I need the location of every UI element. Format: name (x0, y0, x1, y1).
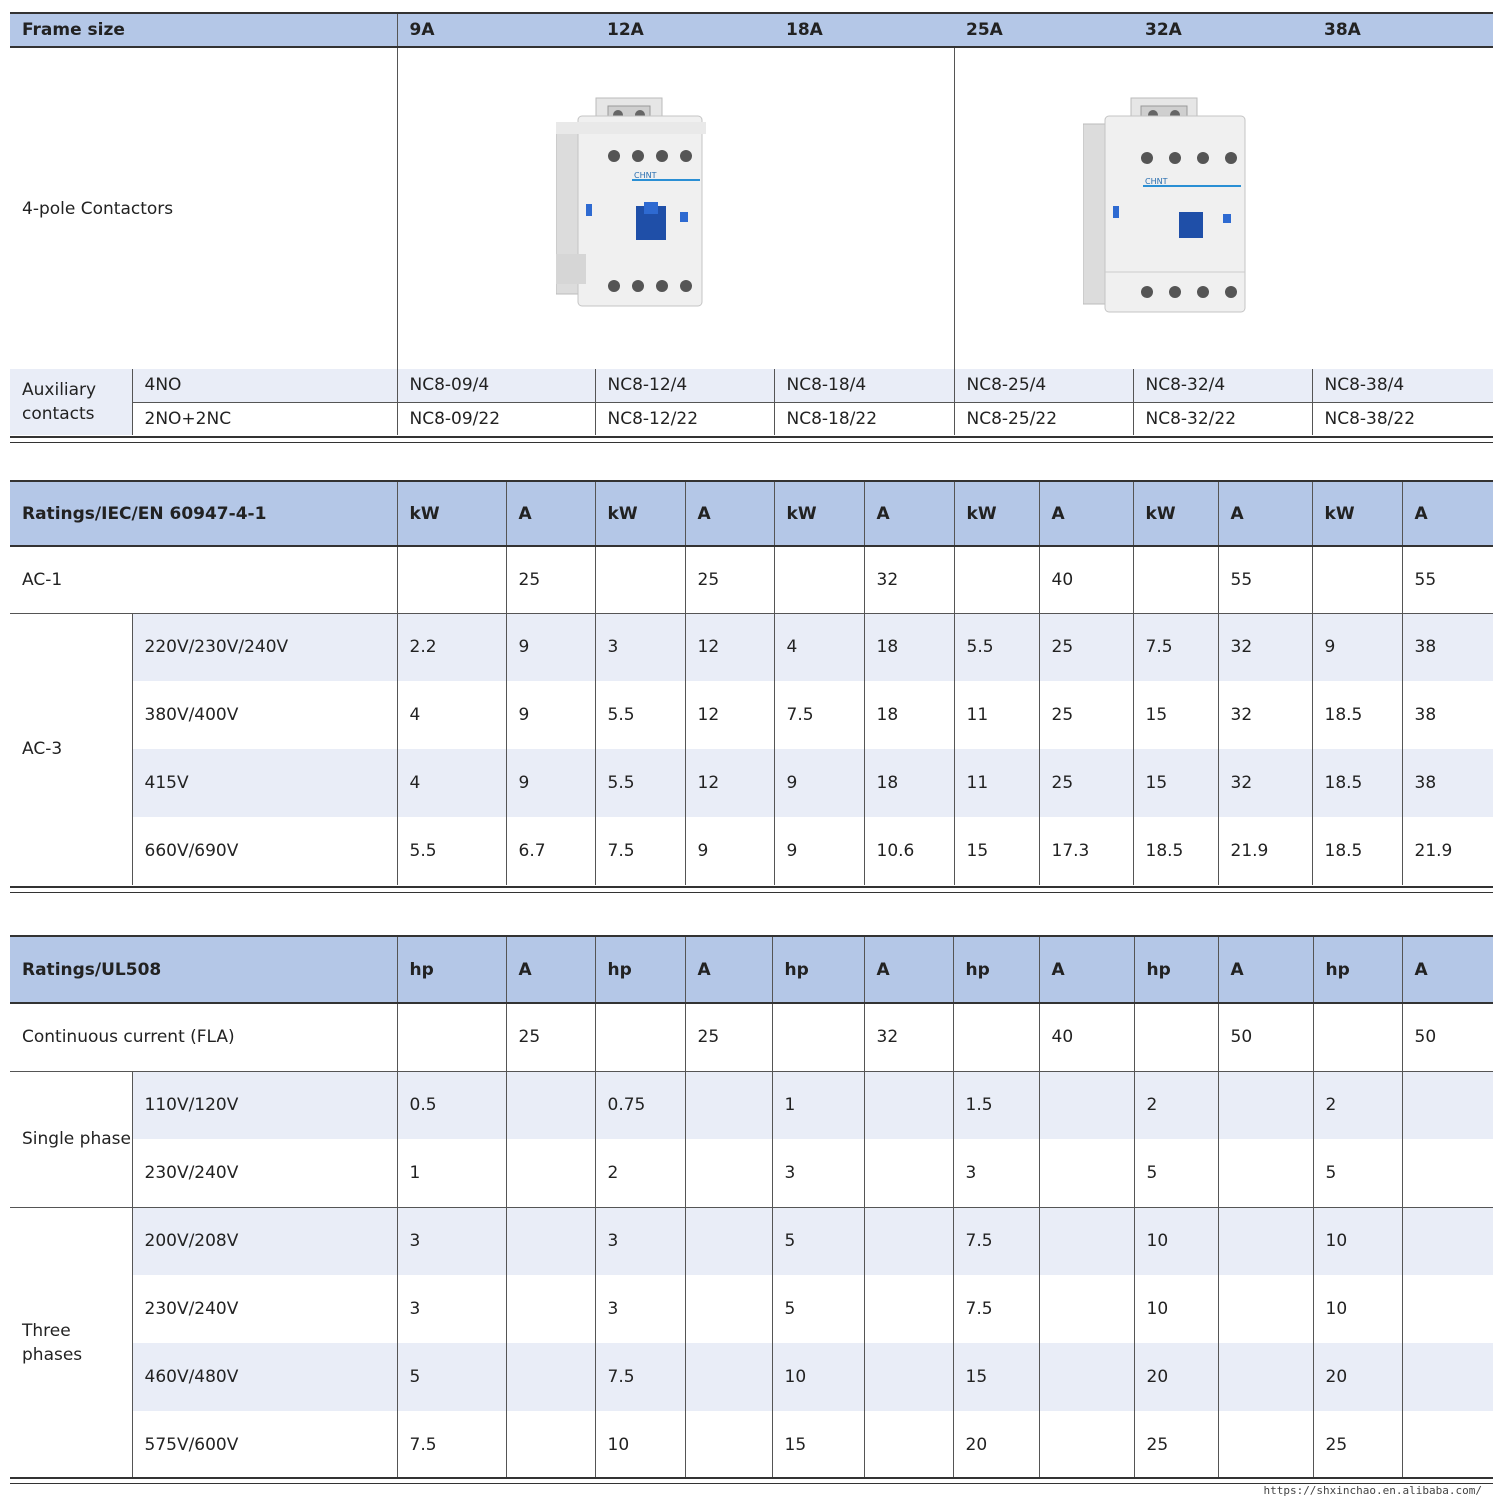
model-cell: NC8-32/22 (1133, 402, 1312, 435)
value-cell: 7.5 (595, 817, 685, 885)
value-cell: 32 (864, 1003, 953, 1071)
unit-header: kW (397, 482, 506, 546)
voltage-label: 415V (132, 749, 397, 817)
value-cell (953, 1003, 1039, 1071)
iec-ratings-table (10, 482, 1493, 885)
value-cell: 25 (1134, 1411, 1218, 1479)
unit-header: A (1218, 937, 1313, 1003)
unit-header: hp (772, 937, 864, 1003)
value-cell (954, 546, 1039, 613)
value-cell: 9 (774, 749, 864, 817)
single-phase-label: Single phase (10, 1071, 132, 1207)
value-cell: 32 (864, 546, 954, 613)
contactor-large-brand: CHNT (1144, 177, 1167, 186)
value-cell: 4 (397, 749, 506, 817)
value-cell: 21.9 (1218, 817, 1312, 885)
value-cell (397, 546, 506, 613)
value-cell: 7.5 (397, 1411, 506, 1479)
value-cell: 38 (1402, 613, 1493, 681)
value-cell (685, 1071, 772, 1139)
value-cell: 5.5 (954, 613, 1039, 681)
value-cell: 10 (1134, 1207, 1218, 1275)
frame-size-table (10, 14, 1493, 435)
value-cell: 38 (1402, 749, 1493, 817)
value-cell: 7.5 (953, 1275, 1039, 1343)
frame-size-38a: 38A (1312, 14, 1493, 47)
value-cell: 15 (1133, 749, 1218, 817)
value-cell: 0.5 (397, 1071, 506, 1139)
value-cell: 7.5 (595, 1343, 685, 1411)
value-cell: 5.5 (397, 817, 506, 885)
value-cell: 10 (595, 1411, 685, 1479)
value-cell: 4 (397, 681, 506, 749)
value-cell: 38 (1402, 681, 1493, 749)
value-cell: 20 (1313, 1343, 1402, 1411)
unit-header: A (685, 937, 772, 1003)
unit-header: kW (595, 482, 685, 546)
model-cell: NC8-25/4 (954, 369, 1133, 402)
value-cell (1039, 1139, 1134, 1207)
value-cell (595, 1003, 685, 1071)
value-cell: 2 (1313, 1071, 1402, 1139)
unit-header: kW (774, 482, 864, 546)
value-cell (864, 1139, 953, 1207)
value-cell (1402, 1071, 1493, 1139)
value-cell: 25 (506, 546, 595, 613)
value-cell (864, 1275, 953, 1343)
frame-size-32a: 32A (1133, 14, 1312, 47)
value-cell: 15 (772, 1411, 864, 1479)
value-cell: 3 (397, 1275, 506, 1343)
model-cell: NC8-38/4 (1312, 369, 1493, 402)
unit-header: hp (953, 937, 1039, 1003)
value-cell (685, 1275, 772, 1343)
unit-header: A (1039, 937, 1134, 1003)
iec-ratings-label: Ratings/IEC/EN 60947-4-1 (10, 482, 397, 546)
value-cell: 25 (1313, 1411, 1402, 1479)
value-cell: 15 (1133, 681, 1218, 749)
value-cell: 11 (954, 681, 1039, 749)
value-cell (506, 1139, 595, 1207)
value-cell: 9 (506, 749, 595, 817)
value-cell (1402, 1411, 1493, 1479)
value-cell (1218, 1411, 1313, 1479)
value-cell: 5.5 (595, 681, 685, 749)
value-cell: 25 (685, 546, 774, 613)
value-cell: 12 (685, 681, 774, 749)
voltage-label: 660V/690V (132, 817, 397, 885)
value-cell: 32 (1218, 749, 1312, 817)
value-cell: 3 (595, 613, 685, 681)
value-cell (1218, 1207, 1313, 1275)
value-cell: 9 (1312, 613, 1402, 681)
value-cell (772, 1003, 864, 1071)
model-cell: NC8-18/4 (774, 369, 954, 402)
value-cell (1039, 1411, 1134, 1479)
contactor-small-image (556, 94, 736, 324)
value-cell (1134, 1003, 1218, 1071)
unit-header: hp (1313, 937, 1402, 1003)
voltage-label: 220V/230V/240V (132, 613, 397, 681)
value-cell: 5.5 (595, 749, 685, 817)
value-cell: 25 (506, 1003, 595, 1071)
value-cell: 21.9 (1402, 817, 1493, 885)
value-cell (1133, 546, 1218, 613)
value-cell (506, 1275, 595, 1343)
contactor-large-cell (954, 47, 1493, 369)
value-cell (864, 1343, 953, 1411)
contactor-large-image (1083, 94, 1273, 334)
unit-header: kW (1312, 482, 1402, 546)
value-cell: 7.5 (953, 1207, 1039, 1275)
contactor-small-cell (397, 47, 954, 369)
value-cell: 40 (1039, 1003, 1134, 1071)
voltage-label: 575V/600V (132, 1411, 397, 1479)
value-cell: 10 (1134, 1275, 1218, 1343)
value-cell: 55 (1218, 546, 1312, 613)
model-cell: NC8-09/4 (397, 369, 595, 402)
value-cell: 25 (1039, 681, 1133, 749)
unit-header: A (864, 937, 953, 1003)
frame-size-18a: 18A (774, 14, 954, 47)
fla-label: Continuous current (FLA) (22, 1027, 235, 1048)
value-cell (1218, 1071, 1313, 1139)
value-cell (1039, 1275, 1134, 1343)
value-cell (506, 1071, 595, 1139)
value-cell: 18.5 (1312, 749, 1402, 817)
value-cell (685, 1139, 772, 1207)
value-cell (1312, 546, 1402, 613)
unit-header: A (685, 482, 774, 546)
value-cell (1039, 1343, 1134, 1411)
value-cell (1402, 1275, 1493, 1343)
voltage-label: 230V/240V (132, 1275, 397, 1343)
contactor-small-brand: CHNT (633, 171, 656, 180)
three-phases-label: Three phases (10, 1207, 132, 1479)
value-cell: 15 (953, 1343, 1039, 1411)
value-cell: 20 (1134, 1343, 1218, 1411)
value-cell: 0.75 (595, 1071, 685, 1139)
value-cell: 9 (774, 817, 864, 885)
value-cell (506, 1207, 595, 1275)
value-cell: 25 (685, 1003, 772, 1071)
value-cell (1218, 1139, 1313, 1207)
value-cell: 5 (772, 1275, 864, 1343)
value-cell: 3 (397, 1207, 506, 1275)
value-cell: 11 (954, 749, 1039, 817)
value-cell (1039, 1207, 1134, 1275)
aux-contacts-label: Auxiliary contacts (10, 369, 132, 435)
value-cell (1313, 1003, 1402, 1071)
value-cell: 1.5 (953, 1071, 1039, 1139)
value-cell: 18.5 (1312, 681, 1402, 749)
value-cell: 20 (953, 1411, 1039, 1479)
value-cell (685, 1411, 772, 1479)
value-cell: 10.6 (864, 817, 954, 885)
unit-header: A (864, 482, 954, 546)
value-cell: 2 (1134, 1071, 1218, 1139)
value-cell: 9 (685, 817, 774, 885)
value-cell (1218, 1343, 1313, 1411)
unit-header: kW (954, 482, 1039, 546)
model-cell: NC8-25/22 (954, 402, 1133, 435)
voltage-label: 460V/480V (132, 1343, 397, 1411)
value-cell: 18 (864, 749, 954, 817)
value-cell (1039, 1071, 1134, 1139)
unit-header: hp (1134, 937, 1218, 1003)
unit-header: A (1402, 937, 1493, 1003)
value-cell: 18.5 (1312, 817, 1402, 885)
model-cell: NC8-12/22 (595, 402, 774, 435)
unit-header: kW (1133, 482, 1218, 546)
unit-header: A (1039, 482, 1133, 546)
value-cell: 18 (864, 613, 954, 681)
voltage-label: 200V/208V (132, 1207, 397, 1275)
value-cell: 18 (864, 681, 954, 749)
voltage-label: 380V/400V (132, 681, 397, 749)
value-cell: 9 (506, 613, 595, 681)
unit-header: A (1402, 482, 1493, 546)
value-cell: 18.5 (1133, 817, 1218, 885)
value-cell: 12 (685, 749, 774, 817)
value-cell: 2 (595, 1139, 685, 1207)
aux-4no-label: 4NO (132, 369, 397, 402)
value-cell: 10 (772, 1343, 864, 1411)
value-cell: 3 (772, 1139, 864, 1207)
unit-header: A (506, 482, 595, 546)
value-cell: 17.3 (1039, 817, 1133, 885)
ac3-label: AC-3 (10, 613, 132, 885)
ul-ratings-label: Ratings/UL508 (10, 937, 397, 1003)
model-cell: NC8-32/4 (1133, 369, 1312, 402)
value-cell: 12 (685, 613, 774, 681)
model-cell: NC8-18/22 (774, 402, 954, 435)
value-cell: 3 (595, 1207, 685, 1275)
value-cell: 15 (954, 817, 1039, 885)
value-cell (506, 1411, 595, 1479)
value-cell (864, 1071, 953, 1139)
value-cell (685, 1343, 772, 1411)
value-cell: 32 (1218, 681, 1312, 749)
value-cell: 7.5 (774, 681, 864, 749)
product-label: 4-pole Contactors (22, 198, 174, 219)
value-cell (685, 1207, 772, 1275)
aux-2no2nc-label: 2NO+2NC (132, 402, 397, 435)
value-cell: 5 (1313, 1139, 1402, 1207)
value-cell (1218, 1275, 1313, 1343)
value-cell: 50 (1402, 1003, 1493, 1071)
value-cell: 25 (1039, 749, 1133, 817)
voltage-label: 230V/240V (132, 1139, 397, 1207)
value-cell: 55 (1402, 546, 1493, 613)
value-cell: 5 (397, 1343, 506, 1411)
unit-header: A (1218, 482, 1312, 546)
value-cell: 5 (1134, 1139, 1218, 1207)
model-cell: NC8-12/4 (595, 369, 774, 402)
value-cell (397, 1003, 506, 1071)
value-cell (1402, 1207, 1493, 1275)
value-cell: 32 (1218, 613, 1312, 681)
value-cell: 40 (1039, 546, 1133, 613)
value-cell: 6.7 (506, 817, 595, 885)
value-cell: 9 (506, 681, 595, 749)
frame-size-9a: 9A (397, 14, 595, 47)
voltage-label: 110V/120V (132, 1071, 397, 1139)
value-cell (1402, 1343, 1493, 1411)
value-cell (506, 1343, 595, 1411)
value-cell: 2.2 (397, 613, 506, 681)
unit-header: hp (397, 937, 506, 1003)
source-url: https://shxinchao.en.alibaba.com/ (1263, 1484, 1482, 1497)
value-cell (1402, 1139, 1493, 1207)
value-cell: 10 (1313, 1207, 1402, 1275)
value-cell (864, 1207, 953, 1275)
value-cell (774, 546, 864, 613)
value-cell: 1 (397, 1139, 506, 1207)
value-cell: 7.5 (1133, 613, 1218, 681)
model-cell: NC8-38/22 (1312, 402, 1493, 435)
value-cell: 10 (1313, 1275, 1402, 1343)
value-cell: 3 (953, 1139, 1039, 1207)
value-cell (595, 546, 685, 613)
value-cell: 1 (772, 1071, 864, 1139)
frame-size-label: Frame size (10, 14, 397, 47)
unit-header: hp (595, 937, 685, 1003)
value-cell: 3 (595, 1275, 685, 1343)
model-cell: NC8-09/22 (397, 402, 595, 435)
value-cell (864, 1411, 953, 1479)
value-cell: 4 (774, 613, 864, 681)
ac1-label: AC-1 (22, 569, 63, 590)
value-cell: 5 (772, 1207, 864, 1275)
frame-size-12a: 12A (595, 14, 774, 47)
frame-size-25a: 25A (954, 14, 1133, 47)
unit-header: A (506, 937, 595, 1003)
value-cell: 50 (1218, 1003, 1313, 1071)
ul-ratings-table (10, 937, 1493, 1479)
value-cell: 25 (1039, 613, 1133, 681)
